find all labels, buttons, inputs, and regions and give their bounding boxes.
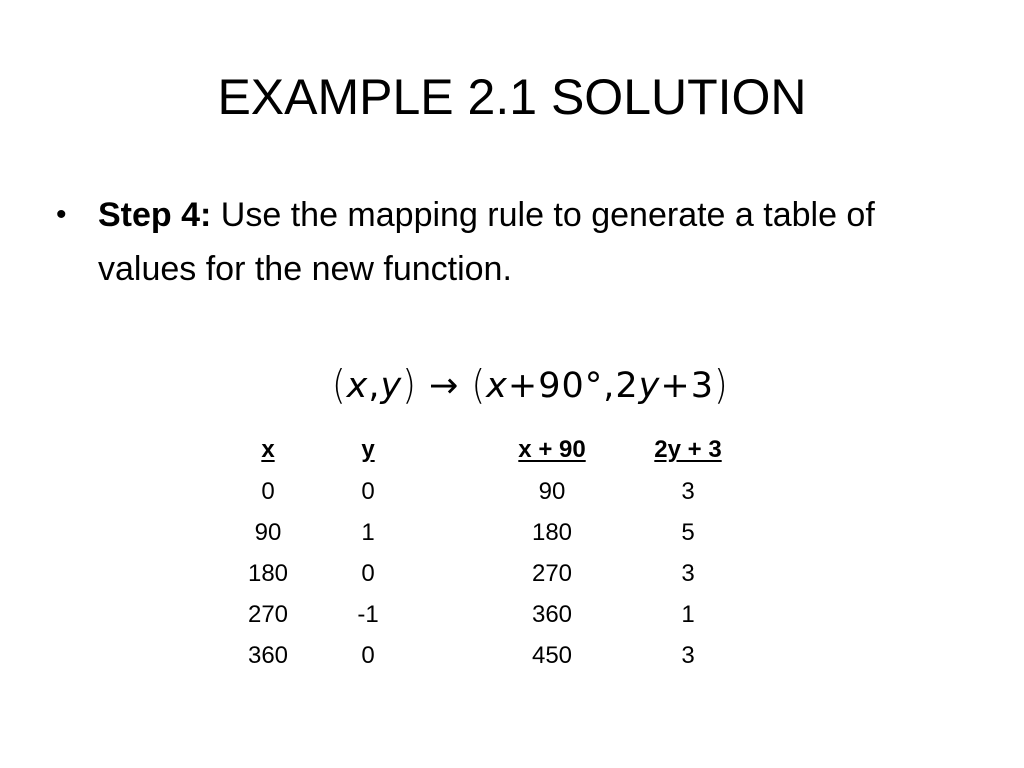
table-cell: 180 bbox=[531, 519, 573, 546]
bullet-dot-icon: • bbox=[56, 198, 67, 231]
formula-plus-3: +3 bbox=[660, 366, 714, 406]
column-header-y: y bbox=[361, 436, 375, 463]
bullet-text bbox=[98, 188, 928, 296]
table-cell: 270 bbox=[247, 601, 289, 628]
table-cell: 0 bbox=[361, 642, 375, 669]
table-cell: 1 bbox=[681, 601, 695, 628]
table-cell: 180 bbox=[247, 560, 289, 587]
table-cell: 0 bbox=[361, 560, 375, 587]
column-header-x-plus-90: x + 90 bbox=[518, 436, 586, 463]
formula-lhs-open: ( bbox=[332, 363, 347, 409]
table-cell: 3 bbox=[681, 642, 695, 669]
table-cell: 1 bbox=[361, 519, 375, 546]
table-cell: 360 bbox=[247, 642, 289, 669]
table-cell: 3 bbox=[681, 560, 695, 587]
formula-x: x bbox=[346, 366, 369, 406]
table-cell: 5 bbox=[681, 519, 695, 546]
formula-comma-2: , bbox=[603, 366, 616, 406]
formula-arrow-icon: → bbox=[429, 366, 460, 406]
formula-rhs-y: y bbox=[638, 366, 661, 406]
column-header-2y-plus-3: 2y + 3 bbox=[654, 436, 722, 463]
table-cell: -1 bbox=[357, 601, 379, 628]
table-cell: 90 bbox=[254, 519, 282, 546]
step-label: Step 4: bbox=[98, 196, 212, 234]
table-cell: 3 bbox=[681, 478, 695, 505]
mapping-rule-formula bbox=[332, 358, 752, 414]
formula-rhs-open: ( bbox=[471, 363, 487, 409]
column-header-x: x bbox=[261, 436, 275, 463]
formula-comma: , bbox=[368, 366, 381, 406]
formula-y: y bbox=[380, 366, 403, 406]
formula-plus-90: +90° bbox=[507, 366, 604, 406]
slide-title: EXAMPLE 2.1 SOLUTION bbox=[217, 69, 807, 125]
table-cell: 90 bbox=[538, 478, 566, 505]
formula-rhs-close: ) bbox=[714, 363, 729, 409]
table-cell: 0 bbox=[261, 478, 275, 505]
table-cell: 270 bbox=[531, 560, 573, 587]
formula-two: 2 bbox=[615, 366, 639, 406]
formula-rhs-x: x bbox=[486, 366, 508, 406]
values-table bbox=[0, 430, 1024, 680]
table-cell: 0 bbox=[361, 478, 375, 505]
step-description: Use the mapping rule to generate a table of values for the new function. bbox=[98, 196, 875, 288]
formula-lhs-close: ) bbox=[402, 363, 417, 409]
table-cell: 450 bbox=[531, 642, 573, 669]
table-cell: 360 bbox=[531, 601, 573, 628]
